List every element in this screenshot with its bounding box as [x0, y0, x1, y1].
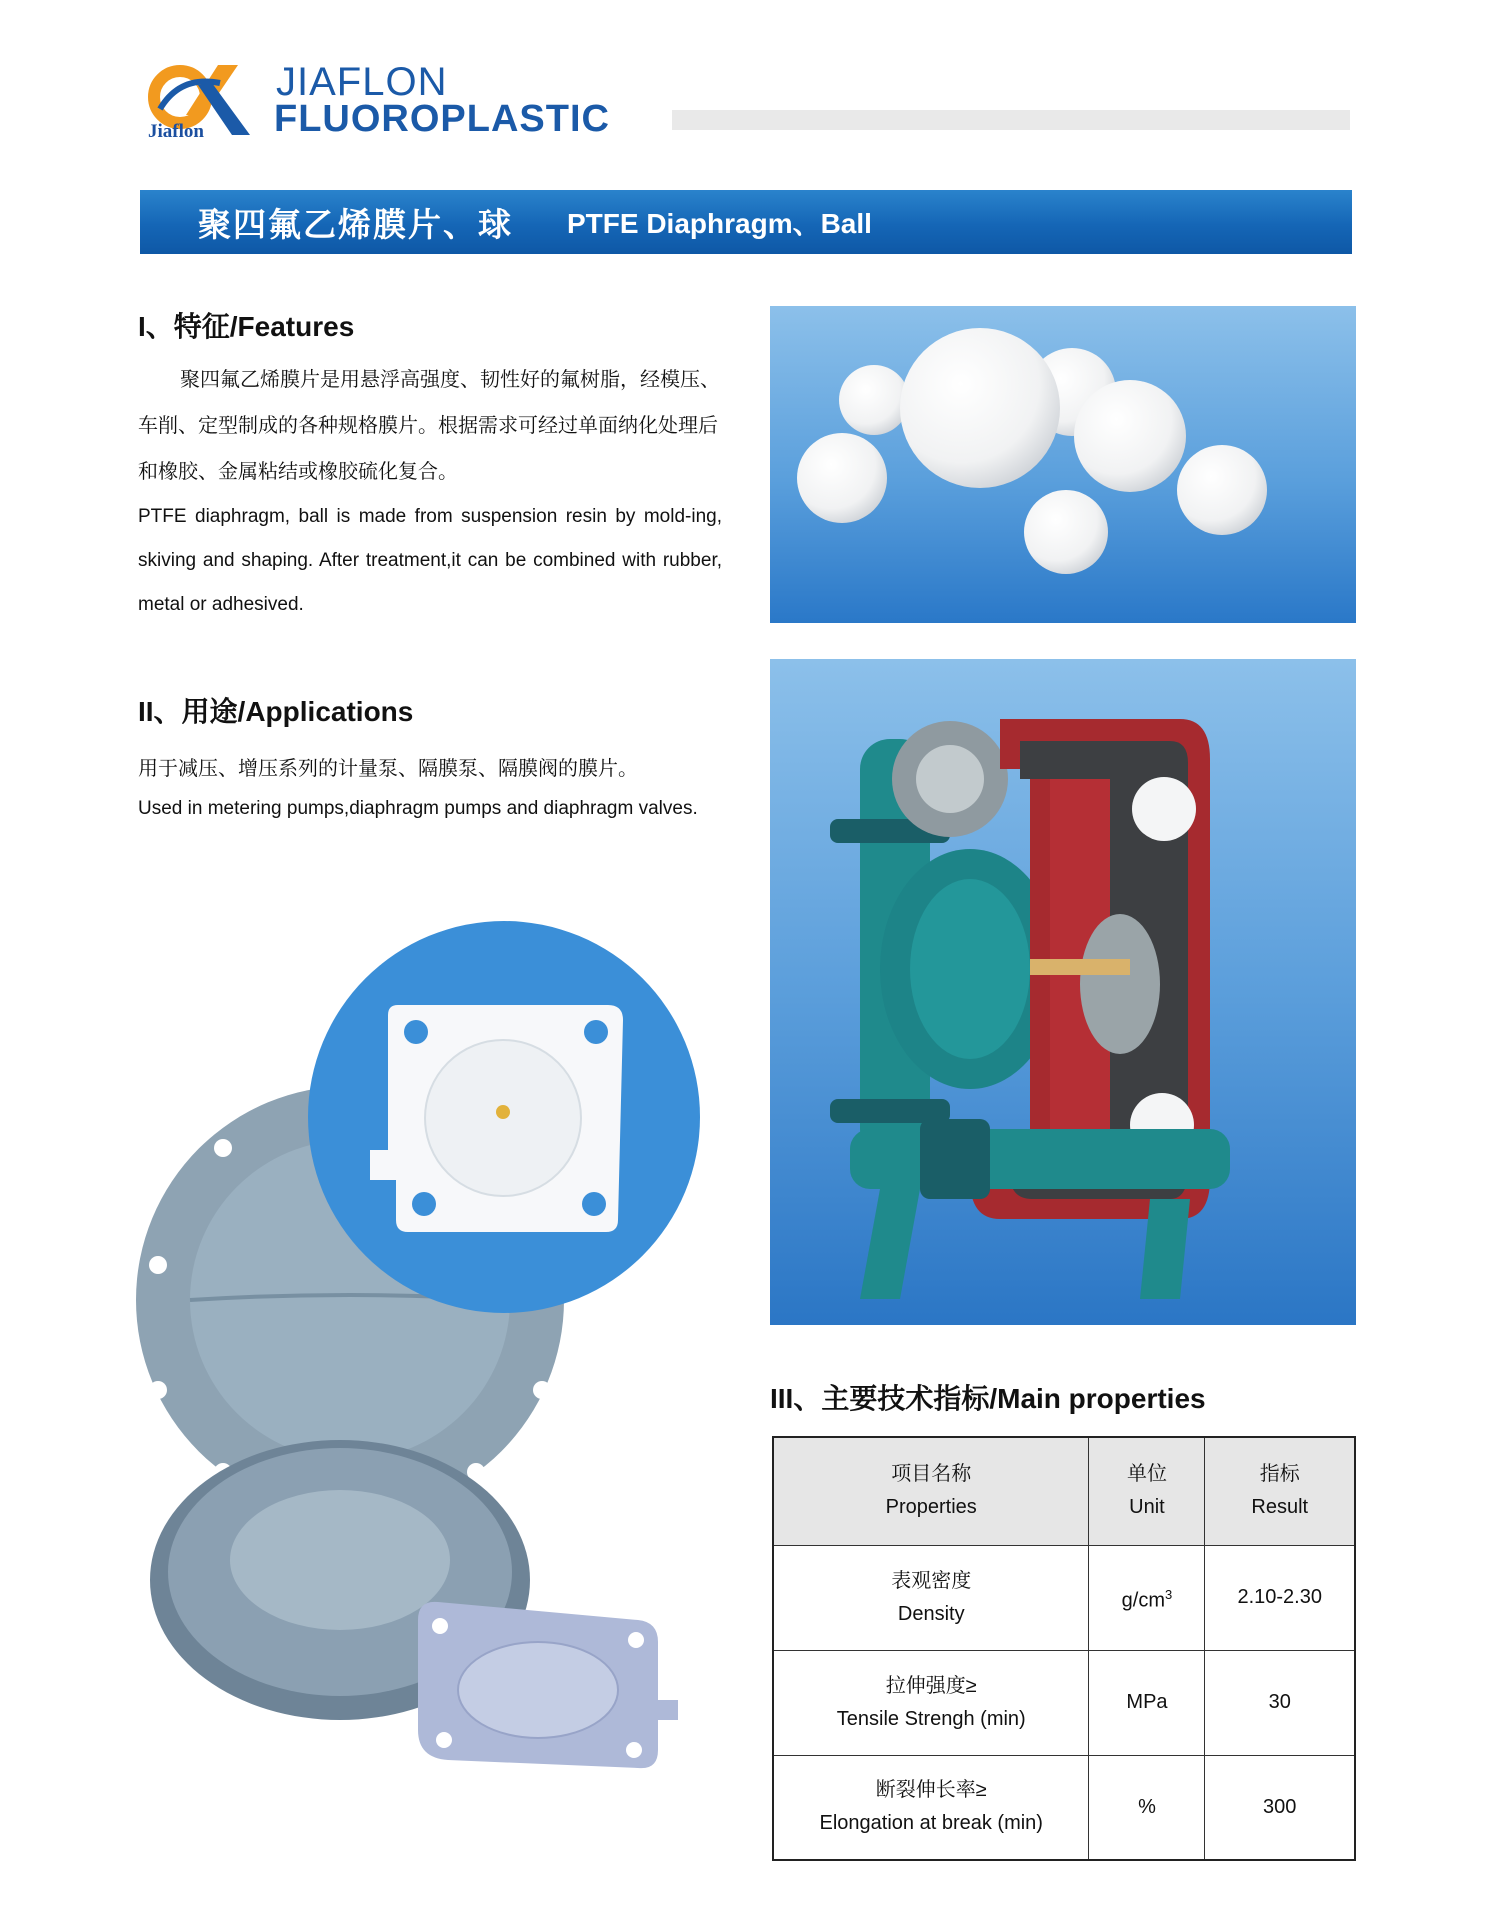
row-tensile-unit: MPa: [1089, 1650, 1205, 1755]
applications-text-en: Used in metering pumps,diaphragm pumps and diaphragm valves.: [138, 798, 698, 819]
row-elongation-unit: %: [1089, 1755, 1205, 1860]
header-divider: [672, 110, 1350, 130]
header-properties-en: Properties: [885, 1496, 977, 1519]
features-text-en: PTFE diaphragm, ball is made from suspension resin by mold-ing, skiving and shaping. After treatment,it can be combined with rubber, metal or adhesived.: [138, 506, 722, 615]
title-banner: [140, 190, 1352, 254]
header-result-zh: 指标: [1259, 1463, 1300, 1486]
properties-table: [772, 1436, 1356, 1861]
row-tensile-result: 30: [1205, 1650, 1355, 1755]
row-density-property: [773, 1545, 1089, 1650]
features-heading: I、特征/Features: [138, 311, 355, 342]
features-body: [138, 357, 722, 627]
row-density-unit: [1089, 1545, 1205, 1650]
property-name-en: Tensile Strengh (min): [836, 1707, 1026, 1730]
header-properties: [773, 1437, 1089, 1545]
applications-body: [138, 749, 712, 829]
page-title-en: PTFE Diaphragm、Ball: [567, 208, 872, 239]
diaphragm-pump-photo: [770, 659, 1356, 1325]
table-row: [773, 1545, 1355, 1650]
features-text-zh: 聚四氟乙烯膜片是用悬浮高强度、韧性好的氟树脂，经模压、车削、定型制成的各种规格膜片。根据需求可经过单面纳化处理后和橡胶、金属粘结或橡胶硫化复合。: [138, 369, 720, 483]
brand-name: JIAFLON: [276, 60, 448, 104]
table-header-row: [773, 1437, 1355, 1545]
table-row: [773, 1755, 1355, 1860]
logo-wordmark: Jiaflon: [148, 121, 204, 142]
applications-text-zh: 用于减压、增压系列的计量泵、隔膜泵、隔膜阀的膜片。: [138, 758, 638, 780]
property-name-zh: 断裂伸长率≥: [875, 1779, 987, 1802]
unit-text: g/cm: [1121, 1589, 1166, 1612]
header-unit-en: Unit: [1129, 1496, 1165, 1519]
page-title-zh: 聚四氟乙烯膜片、球: [198, 205, 513, 243]
property-name-en: Elongation at break (min): [819, 1812, 1043, 1835]
row-tensile-property: [773, 1650, 1089, 1755]
row-density-result: 2.10-2.30: [1205, 1545, 1355, 1650]
ptfe-diaphragms-photo: [118, 920, 718, 1800]
brand-subtitle: FLUOROPLASTIC: [274, 98, 610, 140]
table-row: [773, 1650, 1355, 1755]
property-name-zh: 表观密度: [891, 1569, 972, 1592]
header-result: [1205, 1437, 1355, 1545]
header-unit-zh: 单位: [1126, 1463, 1167, 1486]
property-name-en: Density: [897, 1602, 965, 1625]
header-unit: [1089, 1437, 1205, 1545]
header-properties-zh: 项目名称: [891, 1463, 972, 1486]
property-name-zh: 拉伸强度≥: [885, 1674, 977, 1697]
properties-heading: III、主要技术指标/Main properties: [770, 1383, 1206, 1414]
header-result-en: Result: [1251, 1496, 1309, 1519]
row-elongation-result: 300: [1205, 1755, 1355, 1860]
ptfe-balls-photo: [770, 306, 1356, 623]
row-elongation-property: [773, 1755, 1089, 1860]
applications-heading: II、用途/Applications: [138, 696, 414, 727]
unit-superscript: 3: [1165, 1586, 1173, 1602]
